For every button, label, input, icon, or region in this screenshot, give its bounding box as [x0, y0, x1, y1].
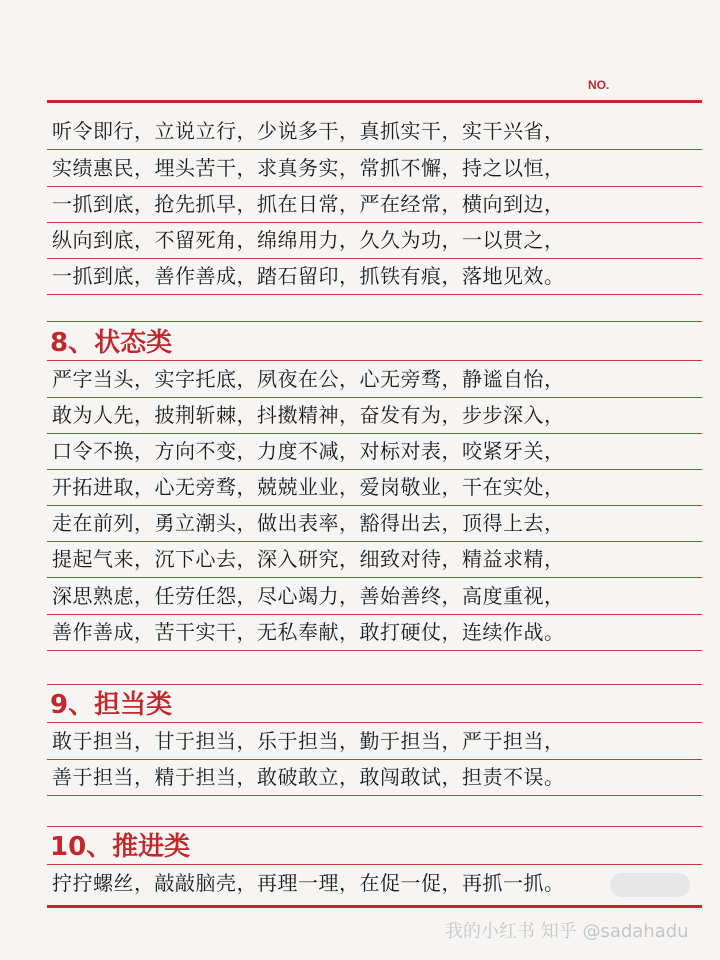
ruled-line — [47, 614, 702, 615]
text-line: 口令不换，方向不变，力度不减，对标对表，咬紧牙关， — [52, 439, 565, 463]
ruled-line — [47, 722, 702, 723]
watermark-text: 我的小红书 知乎 @sadahadu — [445, 921, 689, 942]
ruled-line — [47, 864, 702, 865]
ruled-line — [47, 650, 702, 651]
ruled-line — [47, 258, 702, 259]
ruled-line — [47, 186, 702, 187]
bottom-rule — [47, 905, 702, 908]
ruled-line — [47, 795, 702, 796]
ruled-line — [47, 469, 702, 470]
text-line: 拧拧螺丝，敲敲脑壳，再理一理，在促一促，再抓一抓。 — [52, 871, 565, 895]
section-heading-9: 9、担当类 — [50, 690, 173, 720]
page-number-label: NO. — [588, 78, 610, 92]
ruled-line — [47, 222, 702, 223]
text-line: 实绩惠民，埋头苦干，求真务实，常抓不懈，持之以恒， — [52, 156, 565, 180]
ruled-line — [47, 360, 702, 361]
ruled-line — [47, 433, 702, 434]
text-line: 深思熟虑，任劳任怨，尽心竭力，善始善终，高度重视， — [52, 584, 565, 608]
ruled-line — [47, 397, 702, 398]
text-line: 善作善成，苦干实干，无私奉献，敢打硬仗，连续作战。 — [52, 620, 565, 644]
text-line: 开拓进取，心无旁骛，兢兢业业，爱岗敬业，干在实处， — [52, 475, 565, 499]
text-line: 一抓到底，善作善成，踏石留印，抓铁有痕，落地见效。 — [52, 264, 565, 288]
text-line: 纵向到底，不留死角，绵绵用力，久久为功，一以贯之， — [52, 228, 565, 252]
text-line: 一抓到底，抢先抓早，抓在日常，严在经常，横向到边， — [52, 192, 565, 216]
ruled-line — [47, 577, 702, 578]
text-line: 提起气来，沉下心去，深入研究，细致对待，精益求精， — [52, 547, 565, 571]
section-heading-10: 10、推进类 — [50, 832, 191, 862]
ruled-line — [47, 541, 702, 542]
top-rule — [47, 100, 702, 103]
text-line: 走在前列，勇立潮头，做出表率，豁得出去，顶得上去， — [52, 511, 565, 535]
ruled-line — [47, 759, 702, 760]
ruled-line — [47, 321, 702, 322]
ruled-line — [47, 505, 702, 506]
text-line: 敢于担当，甘于担当，乐于担当，勤于担当，严于担当， — [52, 729, 565, 753]
watermark-badge — [610, 873, 690, 897]
ruled-line — [47, 149, 702, 150]
text-line: 严字当头，实字托底，夙夜在公，心无旁骛，静谧自怡， — [52, 367, 565, 391]
section-heading-8: 8、状态类 — [50, 328, 173, 358]
ruled-line — [47, 684, 702, 685]
text-line: 听令即行，立说立行，少说多干，真抓实干，实干兴省， — [52, 119, 565, 143]
ruled-line — [47, 294, 702, 295]
text-line: 敢为人先，披荆斩棘，抖擞精神，奋发有为，步步深入， — [52, 403, 565, 427]
text-line: 善于担当，精于担当，敢破敢立，敢闯敢试，担责不误。 — [52, 765, 565, 789]
ruled-line — [47, 826, 702, 827]
